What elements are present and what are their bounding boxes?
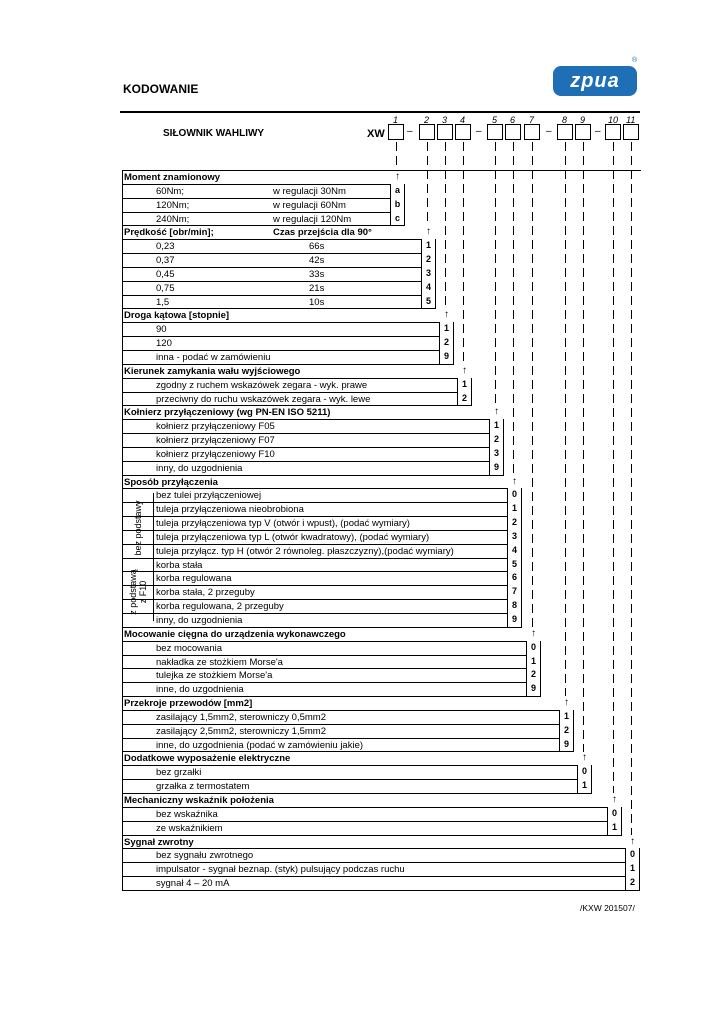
option-code: 0 bbox=[526, 641, 541, 655]
arrow-up-icon: ↑ bbox=[395, 171, 400, 182]
option-detail: 66s bbox=[309, 241, 325, 253]
arrow-up-icon: ↑ bbox=[564, 697, 569, 709]
section-header bbox=[123, 628, 541, 642]
code-box bbox=[524, 124, 540, 140]
option-label: korba regulowana, 2 przeguby bbox=[156, 601, 284, 613]
side-label-z-podstawa bbox=[122, 563, 154, 621]
option-detail: w regulacji 120Nm bbox=[273, 213, 352, 225]
option-code: 1 bbox=[457, 378, 472, 392]
option-code: 5 bbox=[421, 295, 436, 309]
option-code: 1 bbox=[577, 779, 592, 793]
option-code: 9 bbox=[489, 461, 504, 475]
option-detail: 42s bbox=[309, 255, 325, 267]
option-detail: w regulacji 60Nm bbox=[273, 199, 346, 211]
option-label: inny, do uzgodnienia bbox=[156, 462, 243, 474]
option-label: inna - podać w zamówieniu bbox=[156, 351, 271, 363]
option-label: tuleja przyłączeniowa typ L (otwór kwadratowy), (podać wymiary) bbox=[156, 531, 430, 543]
option-label: zasilający 2,5mm2, sterowniczy 1,5mm2 bbox=[156, 725, 326, 737]
code-option-row bbox=[123, 808, 622, 822]
option-code: 4 bbox=[421, 281, 436, 295]
column-number: 11 bbox=[626, 115, 636, 125]
code-option-row bbox=[123, 240, 436, 254]
option-label: impulsator - sygnał beznap. (styk) pulsujący podczas ruchu bbox=[156, 864, 405, 876]
model-name: SIŁOWNIK WAHLIWY bbox=[163, 128, 265, 139]
section-title: Prędkość [obr/min]; bbox=[124, 227, 214, 239]
option-label: tuleja przyłączeniowa typ V (otwór i wpust), (podać wymiary) bbox=[156, 518, 410, 530]
coding-table bbox=[122, 170, 641, 891]
code-option-row bbox=[123, 586, 522, 600]
code-box bbox=[575, 124, 591, 140]
option-code: 1 bbox=[507, 502, 522, 516]
separator: – bbox=[476, 126, 482, 137]
option-label: inne, do uzgodnienia bbox=[156, 684, 244, 696]
option-code: 5 bbox=[507, 558, 522, 572]
separator: – bbox=[407, 126, 413, 137]
option-code: 3 bbox=[421, 267, 436, 281]
code-option-row bbox=[123, 199, 405, 213]
separator: – bbox=[546, 126, 552, 137]
option-label: zasilający 1,5mm2, sterowniczy 0,5mm2 bbox=[156, 711, 326, 723]
section-header bbox=[123, 309, 454, 323]
option-code: 9 bbox=[507, 613, 522, 627]
code-option-row bbox=[123, 849, 640, 863]
option-label: inny, do uzgodnienia bbox=[156, 615, 243, 626]
page-title: KODOWANIE bbox=[123, 82, 199, 96]
option-label: korba stała, 2 przeguby bbox=[156, 587, 255, 599]
option-code: 2 bbox=[559, 724, 574, 738]
header-rule bbox=[120, 111, 640, 113]
code-option-row bbox=[123, 642, 541, 656]
option-label: kołnierz przyłączeniowy F10 bbox=[156, 448, 275, 460]
side-label-line: z F10 bbox=[137, 580, 148, 604]
arrow-up-icon: ↑ bbox=[512, 475, 517, 487]
option-detail: 10s bbox=[309, 296, 325, 308]
option-label: bez mocowania bbox=[156, 642, 223, 654]
section-header bbox=[123, 836, 640, 850]
section-header bbox=[123, 406, 504, 420]
code-option-row bbox=[123, 323, 454, 337]
option-code: 9 bbox=[559, 738, 574, 752]
connector-line bbox=[396, 142, 397, 170]
option-label: korba regulowana bbox=[156, 573, 232, 585]
code-option-row bbox=[123, 213, 405, 227]
section-title: Sygnał zwrotny bbox=[124, 836, 194, 848]
option-label: zgodny z ruchem wskazówek zegara - wyk. prawe bbox=[156, 379, 368, 391]
option-code: 9 bbox=[439, 350, 454, 364]
side-label-bez-podstawy bbox=[122, 493, 154, 563]
code-option-row bbox=[123, 434, 504, 448]
option-label: bez sygnału zwrotnego bbox=[156, 850, 254, 862]
option-code: b bbox=[390, 198, 405, 212]
code-box bbox=[487, 124, 503, 140]
option-label: inne, do uzgodnienia (podać w zamówieniu jakie) bbox=[156, 739, 364, 751]
code-option-row bbox=[123, 559, 522, 573]
section-header bbox=[123, 226, 436, 240]
code-box bbox=[623, 124, 639, 140]
registered-mark: ® bbox=[632, 57, 638, 64]
code-option-row bbox=[123, 254, 436, 268]
section-title-secondary: Czas przejścia dla 90° bbox=[273, 227, 372, 239]
code-option-row bbox=[123, 503, 522, 517]
option-label: 240Nm; bbox=[156, 213, 190, 225]
option-label: grzałka z termostatem bbox=[156, 781, 250, 793]
code-option-row bbox=[123, 711, 574, 725]
option-detail: 21s bbox=[309, 282, 325, 294]
section-title: Kołnierz przyłączeniowy (wg PN-EN ISO 5211) bbox=[124, 407, 331, 419]
option-code: 8 bbox=[507, 599, 522, 613]
option-code: 2 bbox=[489, 433, 504, 447]
section-header bbox=[123, 365, 472, 379]
model-prefix: XW bbox=[367, 128, 385, 140]
code-option-row bbox=[123, 448, 504, 462]
code-option-row bbox=[123, 739, 574, 753]
section-title: Mocowanie cięgna do urządzenia wykonawczego bbox=[124, 628, 346, 640]
code-option-row bbox=[123, 614, 522, 628]
code-box bbox=[388, 124, 404, 140]
code-option-row bbox=[123, 669, 541, 683]
option-label: przeciwny do ruchu wskazówek zegara - wyk. lewe bbox=[156, 393, 371, 405]
section-title: Mechaniczny wskaźnik położenia bbox=[124, 794, 274, 806]
option-code: 2 bbox=[457, 392, 472, 406]
code-option-row bbox=[123, 351, 454, 365]
code-option-row bbox=[123, 572, 522, 586]
option-label: 0,45 bbox=[156, 268, 175, 280]
code-option-row bbox=[123, 656, 541, 670]
code-option-row bbox=[123, 766, 592, 780]
column-number: 3 bbox=[442, 115, 448, 125]
option-label: 120Nm; bbox=[156, 199, 190, 211]
code-option-row bbox=[123, 185, 405, 199]
column-number: 5 bbox=[492, 115, 498, 125]
option-label: korba stała bbox=[156, 559, 203, 571]
option-code: 6 bbox=[507, 571, 522, 585]
option-label: ze wskaźnikiem bbox=[156, 822, 223, 834]
option-code: 0 bbox=[507, 488, 522, 502]
column-number: 6 bbox=[510, 115, 516, 125]
arrow-up-icon: ↑ bbox=[630, 835, 635, 847]
code-option-row bbox=[123, 725, 574, 739]
option-label: tulejka ze stożkiem Morse'a bbox=[156, 670, 273, 682]
code-option-row bbox=[123, 600, 522, 614]
option-code: 1 bbox=[489, 419, 504, 433]
side-label-text bbox=[128, 569, 148, 615]
document-code: /KXW 201507/ bbox=[580, 903, 635, 913]
section-title: Przekroje przewodów [mm2] bbox=[124, 698, 253, 710]
side-label-text: bez podstawy bbox=[132, 500, 143, 556]
code-option-row bbox=[123, 379, 472, 393]
option-label: bez tulei przyłączeniowej bbox=[156, 490, 262, 502]
code-box bbox=[505, 124, 521, 140]
arrow-up-icon: ↑ bbox=[444, 309, 449, 321]
section-header bbox=[123, 171, 405, 185]
option-label: kołnierz przyłączeniowy F07 bbox=[156, 435, 275, 447]
option-code: 0 bbox=[625, 848, 640, 862]
option-label: 0,37 bbox=[156, 255, 175, 267]
code-option-row bbox=[123, 683, 541, 697]
section-title: Kierunek zamykania wału wyjściowego bbox=[124, 365, 301, 377]
option-label: tuleja przyłączeniowa nieobrobiona bbox=[156, 504, 304, 516]
column-number: 8 bbox=[562, 115, 568, 125]
code-option-row bbox=[123, 780, 592, 794]
option-code: 2 bbox=[421, 253, 436, 267]
option-code: 1 bbox=[421, 239, 436, 253]
option-code: 1 bbox=[625, 862, 640, 876]
code-box bbox=[605, 124, 621, 140]
arrow-up-icon: ↑ bbox=[531, 627, 536, 639]
code-box bbox=[455, 124, 471, 140]
code-option-row bbox=[123, 393, 472, 407]
code-option-row bbox=[123, 545, 522, 559]
option-code: 1 bbox=[526, 655, 541, 669]
option-label: 120 bbox=[156, 338, 172, 350]
column-number: 10 bbox=[608, 115, 619, 125]
option-code: 1 bbox=[607, 821, 622, 835]
option-label: 0,75 bbox=[156, 282, 175, 294]
side-label-line: z podstawą bbox=[127, 569, 138, 615]
column-number: 1 bbox=[393, 115, 399, 125]
column-number: 2 bbox=[424, 115, 430, 125]
option-label: 0,23 bbox=[156, 241, 175, 253]
separator: – bbox=[595, 126, 601, 137]
section-header bbox=[123, 697, 574, 711]
option-detail: w regulacji 30Nm bbox=[273, 185, 346, 197]
code-option-row bbox=[123, 337, 454, 351]
code-option-row bbox=[123, 489, 522, 503]
column-number: 7 bbox=[529, 115, 535, 125]
option-label: nakładka ze stożkiem Morse'a bbox=[156, 656, 283, 668]
arrow-up-icon: ↑ bbox=[494, 406, 499, 418]
option-code: a bbox=[390, 184, 405, 198]
code-option-row bbox=[123, 822, 622, 836]
arrow-up-icon: ↑ bbox=[462, 364, 467, 376]
section-header bbox=[123, 476, 522, 490]
option-code: 2 bbox=[625, 876, 640, 890]
option-label: tuleja przyłącz. typ H (otwór 2 równoleg. płaszczyzny),(podać wymiary) bbox=[156, 545, 454, 557]
section-header bbox=[123, 794, 622, 808]
code-option-row bbox=[123, 877, 640, 891]
option-code: 1 bbox=[439, 322, 454, 336]
code-option-row bbox=[123, 296, 436, 310]
code-option-row bbox=[123, 420, 504, 434]
option-code: 3 bbox=[507, 530, 522, 544]
zpua-logo: zpua bbox=[553, 66, 637, 96]
option-label: sygnał 4 – 20 mA bbox=[156, 878, 230, 890]
code-option-row bbox=[123, 268, 436, 282]
section-title: Moment znamionowy bbox=[124, 172, 221, 183]
arrow-up-icon: ↑ bbox=[426, 226, 431, 238]
column-number: 4 bbox=[460, 115, 466, 125]
arrow-up-icon: ↑ bbox=[612, 793, 617, 805]
code-box bbox=[437, 124, 453, 140]
option-label: bez grzałki bbox=[156, 767, 202, 779]
code-option-row bbox=[123, 531, 522, 545]
code-option-row bbox=[123, 282, 436, 296]
code-option-row bbox=[123, 517, 522, 531]
option-code: 0 bbox=[607, 807, 622, 821]
option-code: 2 bbox=[439, 336, 454, 350]
section-title: Droga kątowa [stopnie] bbox=[124, 310, 230, 322]
code-option-row bbox=[123, 863, 640, 877]
option-code: 3 bbox=[489, 447, 504, 461]
option-code: 1 bbox=[559, 710, 574, 724]
column-number: 9 bbox=[580, 115, 586, 125]
option-label: 60Nm; bbox=[156, 185, 184, 197]
code-option-row bbox=[123, 462, 504, 476]
option-code: 0 bbox=[577, 765, 592, 779]
option-code: c bbox=[390, 212, 405, 226]
option-code: 9 bbox=[526, 682, 541, 696]
arrow-up-icon: ↑ bbox=[582, 752, 587, 764]
option-label: 1,5 bbox=[156, 296, 170, 308]
section-header bbox=[123, 752, 592, 766]
code-box bbox=[419, 124, 435, 140]
option-label: 90 bbox=[156, 324, 167, 336]
option-code: 7 bbox=[507, 585, 522, 599]
code-box bbox=[557, 124, 573, 140]
option-label: bez wskaźnika bbox=[156, 808, 218, 820]
section-title: Dodatkowe wyposażenie elektryczne bbox=[124, 753, 291, 765]
section-title: Sposób przyłączenia bbox=[124, 476, 218, 488]
option-detail: 33s bbox=[309, 268, 325, 280]
option-code: 4 bbox=[507, 544, 522, 558]
option-label: kołnierz przyłączeniowy F05 bbox=[156, 421, 275, 433]
option-code: 2 bbox=[507, 516, 522, 530]
option-code: 2 bbox=[526, 668, 541, 682]
